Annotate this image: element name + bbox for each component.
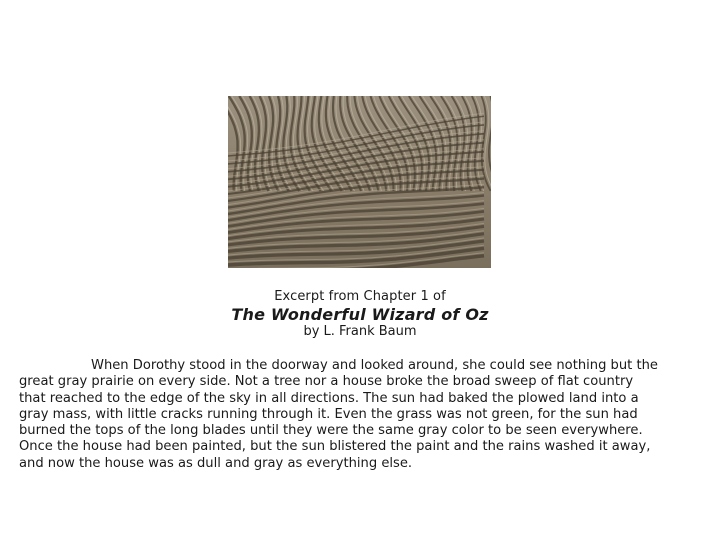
passage-line: Once the house had been painted, but the sun blistered the paint and the rains washed it away, [19,439,651,455]
passage-line: that reached to the edge of the sky in all directions. The sun had baked the plowed land into a [19,390,639,406]
author-line: by L. Frank Baum [303,324,417,339]
passage-line: When Dorothy stood in the doorway and looked around, she could see nothing but the [91,358,658,373]
passage-line: gray mass, with little cracks running through it. Even the grass was not green, for the sun had [19,406,638,422]
book-title: The Wonderful Wizard of Oz [231,305,489,324]
passage-line: burned the tops of the long blades until they were the same gray color to be seen everywhere. [19,423,643,439]
plowed-field-photo [228,96,491,268]
excerpt-label: Excerpt from Chapter 1 of [274,289,446,304]
passage-line: great gray prairie on every side. Not a tree nor a house broke the broad sweep of flat country [19,374,634,390]
passage-line: and now the house was as dull and gray as everything else. [19,455,413,471]
passage-paragraph [19,358,707,472]
